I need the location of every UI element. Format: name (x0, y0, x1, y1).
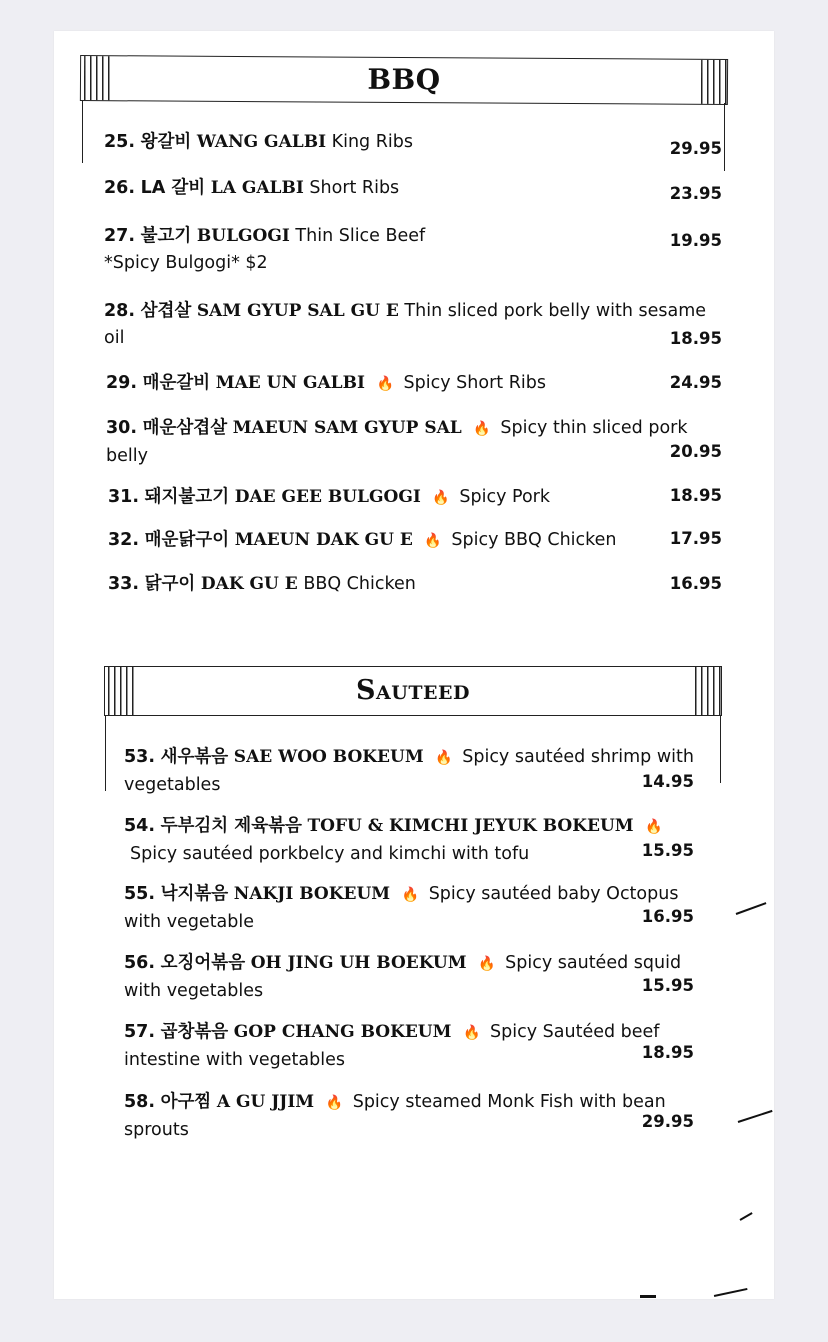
bbq-section-header (80, 55, 728, 105)
price-30: 20.95 (669, 442, 722, 461)
menu-item-57: 57. 곱창볶음 GOP CHANG BOKEUM 🔥 Spicy Sautéed beef intestine with vegetables (124, 1022, 660, 1070)
flame-icon: 🔥 (463, 1025, 481, 1041)
flame-icon: 🔥 (432, 490, 450, 506)
pen-mark (740, 1212, 753, 1221)
flame-icon: 🔥 (435, 750, 453, 766)
price-25: 29.95 (669, 139, 722, 158)
menu-item-25: 25. 왕갈비 WANG GALBI King Ribs (104, 132, 413, 152)
menu-item-30: 30. 매운삼겹살 MAEUN SAM GYUP SAL 🔥 Spicy thin sliced pork belly (106, 418, 688, 466)
sauteed-header-stem-left (105, 715, 106, 791)
price-58: 29.95 (641, 1112, 694, 1131)
menu-item-55: 55. 낙지볶음 NAKJI BOKEUM 🔥 Spicy sautéed baby Octopus with vegetable (124, 884, 679, 932)
bbq-header-stem-left (82, 101, 83, 163)
pen-mark (714, 1288, 748, 1297)
flame-icon: 🔥 (376, 376, 394, 392)
price-55: 16.95 (641, 907, 694, 926)
price-27: 19.95 (669, 231, 722, 250)
pen-mark (736, 902, 767, 915)
menu-item-32: 32. 매운닭구이 MAEUN DAK GU E 🔥 Spicy BBQ Chicken (108, 530, 617, 550)
sauteed-section-header (104, 666, 722, 716)
menu-item-58: 58. 아구찜 A GU JJIM 🔥 Spicy steamed Monk Fish with bean sprouts (124, 1092, 666, 1140)
price-54: 15.95 (641, 841, 694, 860)
flame-icon: 🔥 (478, 956, 496, 972)
menu-item-54: 54. 두부김치 제육볶음 TOFU & KIMCHI JEYUK BOKEUM 🔥 Spicy sautéed porkbelcy and kimchi with tofu (124, 816, 663, 864)
bbq-header-stem-right (724, 103, 725, 171)
price-29: 24.95 (669, 373, 722, 392)
section-title-sauteed: Sauteed (356, 675, 470, 706)
price-32: 17.95 (669, 529, 722, 548)
section-title-bbq: BBQ (367, 62, 441, 97)
price-26: 23.95 (669, 184, 722, 203)
menu-item-31: 31. 돼지불고기 DAE GEE BULGOGI 🔥 Spicy Pork (108, 487, 550, 507)
price-31: 18.95 (669, 486, 722, 505)
price-57: 18.95 (641, 1043, 694, 1062)
price-28: 18.95 (669, 329, 722, 348)
menu-item-27: 27. 불고기 BULGOGI Thin Slice Beef *Spicy Bulgogi* $2 (104, 226, 426, 273)
pen-mark (738, 1110, 773, 1123)
menu-item-33: 33. 닭구이 DAK GU E BBQ Chicken (108, 574, 416, 594)
price-53: 14.95 (641, 772, 694, 791)
flame-icon: 🔥 (645, 819, 663, 835)
spicy-bulgogi-note: *Spicy Bulgogi* $2 (104, 253, 268, 273)
menu-item-28: 28. 삼겹살 SAM GYUP SAL GU E Thin sliced pork belly with sesame oil (104, 301, 707, 348)
price-33: 16.95 (669, 574, 722, 593)
menu-item-29: 29. 매운갈비 MAE UN GALBI 🔥 Spicy Short Ribs (106, 373, 546, 393)
flame-icon: 🔥 (424, 533, 442, 549)
menu-page (54, 31, 774, 1299)
flame-icon: 🔥 (401, 887, 420, 903)
price-56: 15.95 (641, 976, 694, 995)
pen-mark (640, 1295, 656, 1298)
flame-icon: 🔥 (325, 1095, 344, 1111)
menu-item-53: 53. 새우볶음 SAE WOO BOKEUM 🔥 Spicy sautéed shrimp with vegetables (124, 747, 694, 795)
menu-item-26: 26. LA 갈비 LA GALBI Short Ribs (104, 178, 400, 198)
menu-item-56: 56. 오징어볶음 OH JING UH BOEKUM 🔥 Spicy sautéed squid with vegetables (124, 953, 682, 1001)
flame-icon: 🔥 (473, 421, 491, 437)
